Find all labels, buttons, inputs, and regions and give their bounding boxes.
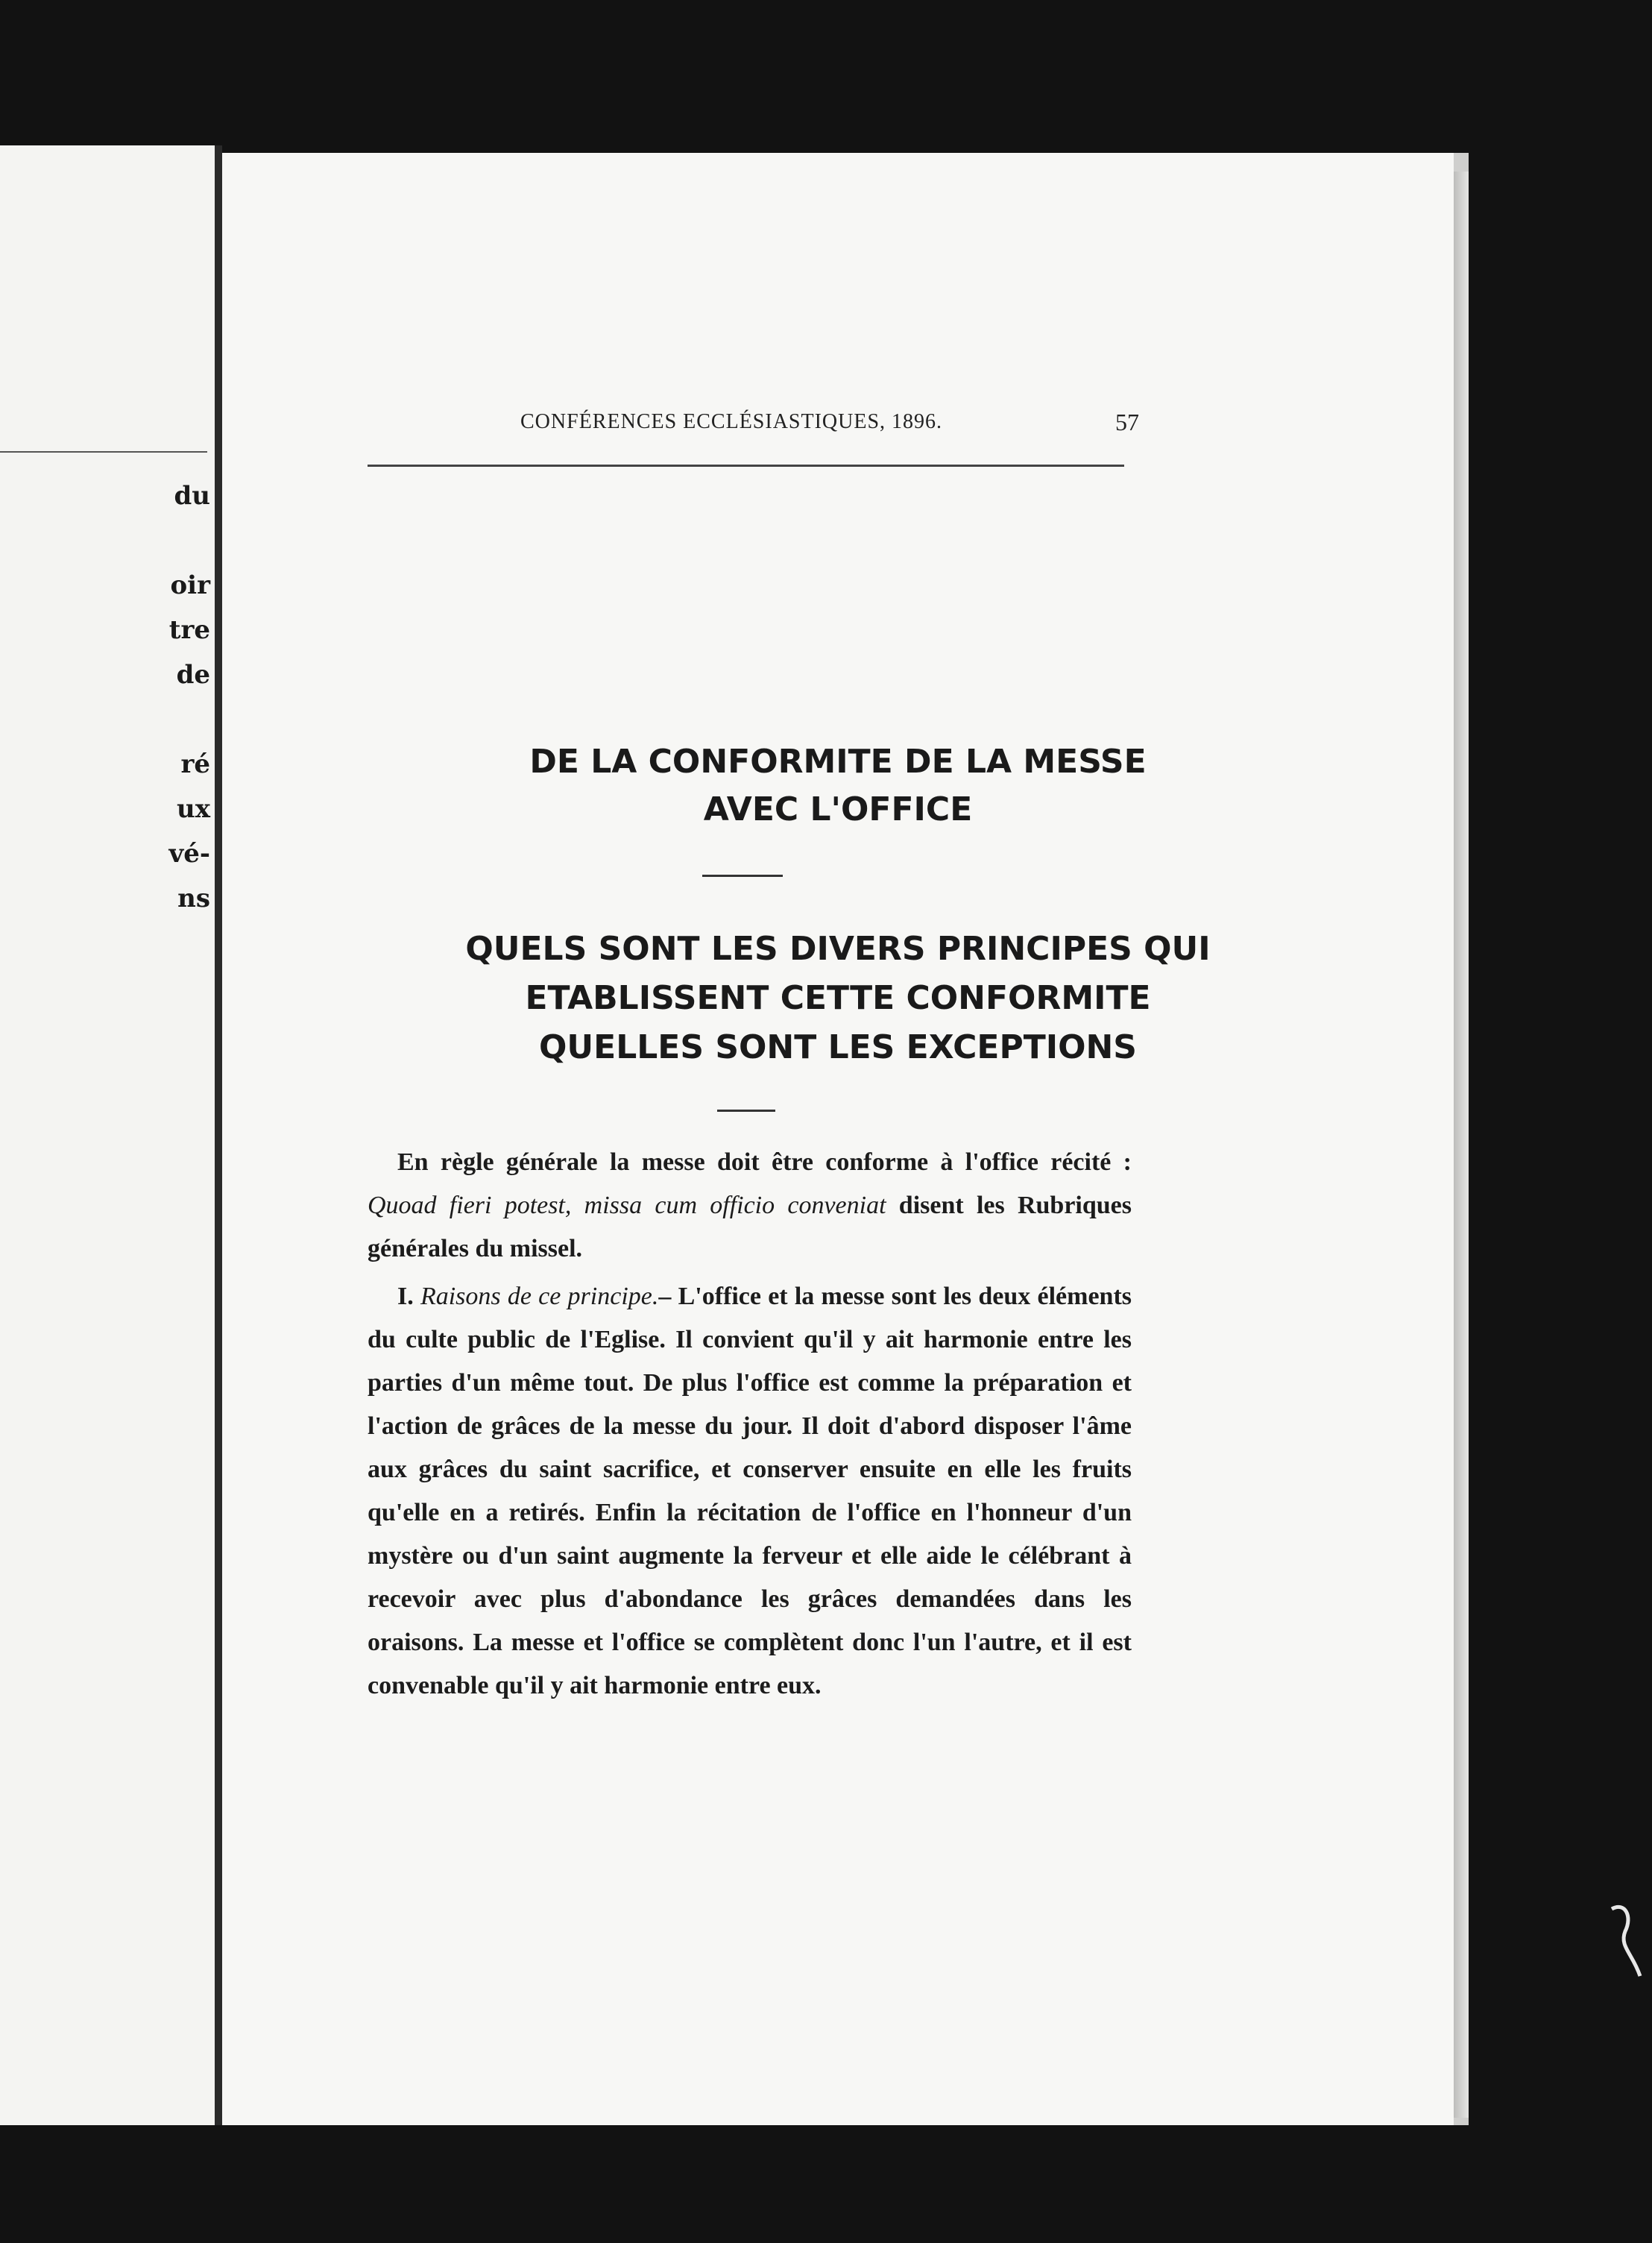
page-edge (1454, 172, 1469, 2118)
latin-quote: Quoad fieri potest, missa cum officio conveniat (368, 1192, 886, 1219)
left-page-fragment: de (176, 660, 210, 690)
section-number: I. (397, 1283, 420, 1310)
paragraph-text: disent les Rubriques générales du missel. (368, 1192, 1132, 1262)
book-gutter (215, 145, 222, 2125)
clip-mark-icon (1603, 1894, 1648, 1984)
page-number: 57 (1115, 409, 1139, 435)
title-divider (702, 875, 783, 877)
left-page-fragment: ux (177, 794, 210, 824)
paragraph-reasons (368, 1275, 1132, 1708)
left-page-fragment: tre (168, 615, 210, 645)
left-page-fragment: du (174, 481, 210, 511)
section-title-line: QUELS SONT LES DIVERS PRINCIPES QUI (465, 930, 1211, 968)
left-page-rule (0, 451, 207, 453)
left-page-fragment: ré (180, 749, 210, 779)
section-title-line: QUELLES SONT LES EXCEPTIONS (539, 1028, 1137, 1066)
section-title (222, 925, 1454, 1072)
section-divider (717, 1110, 775, 1112)
running-head-title: CONFÉRENCES ECCLÉSIASTIQUES, 1896. (520, 410, 943, 433)
paragraph-text: En règle générale la messe doit être conforme à l'office récité : (397, 1148, 1132, 1176)
main-page (222, 153, 1469, 2125)
left-page-fragment: ns (177, 884, 210, 913)
chapter-title-line: DE LA CONFORMITE DE LA MESSE (529, 743, 1147, 781)
left-facing-page (0, 145, 215, 2125)
header-rule (368, 465, 1124, 467)
chapter-title (222, 738, 1454, 834)
paragraph-text: – L'office et la messe sont les deux éléments du culte public de l'Eglise. Il convient qu'il y ait harmonie entre les parties d'un même tout. De plus l'office est comme la préparation et l'action de grâces de la messe du jour. Il doit d'abord disposer l'âme aux grâces du saint sacrifice, et conserver ensuite en elle les fruits qu'elle en a retirés. Enfin la récitation de l'office en l'honneur d'un mystère ou d'un saint augmente la ferveur et elle aide le célébrant à recevoir avec plus d'abondance les grâces demandées dans les oraisons. La messe et l'office se complètent donc l'un l'autre, et il est convenable qu'il y ait harmonie entre eux. (368, 1283, 1132, 1699)
running-head (222, 410, 1139, 455)
chapter-title-line: AVEC L'OFFICE (703, 790, 973, 828)
left-page-fragment: vé- (168, 839, 210, 869)
left-page-fragment: oir (170, 570, 210, 600)
paragraph-intro (368, 1141, 1132, 1271)
body-text (368, 1141, 1132, 1712)
section-title-line: ETABLISSENT CETTE CONFORMITE (525, 979, 1151, 1017)
paragraph-heading: Raisons de ce principe. (420, 1283, 659, 1310)
